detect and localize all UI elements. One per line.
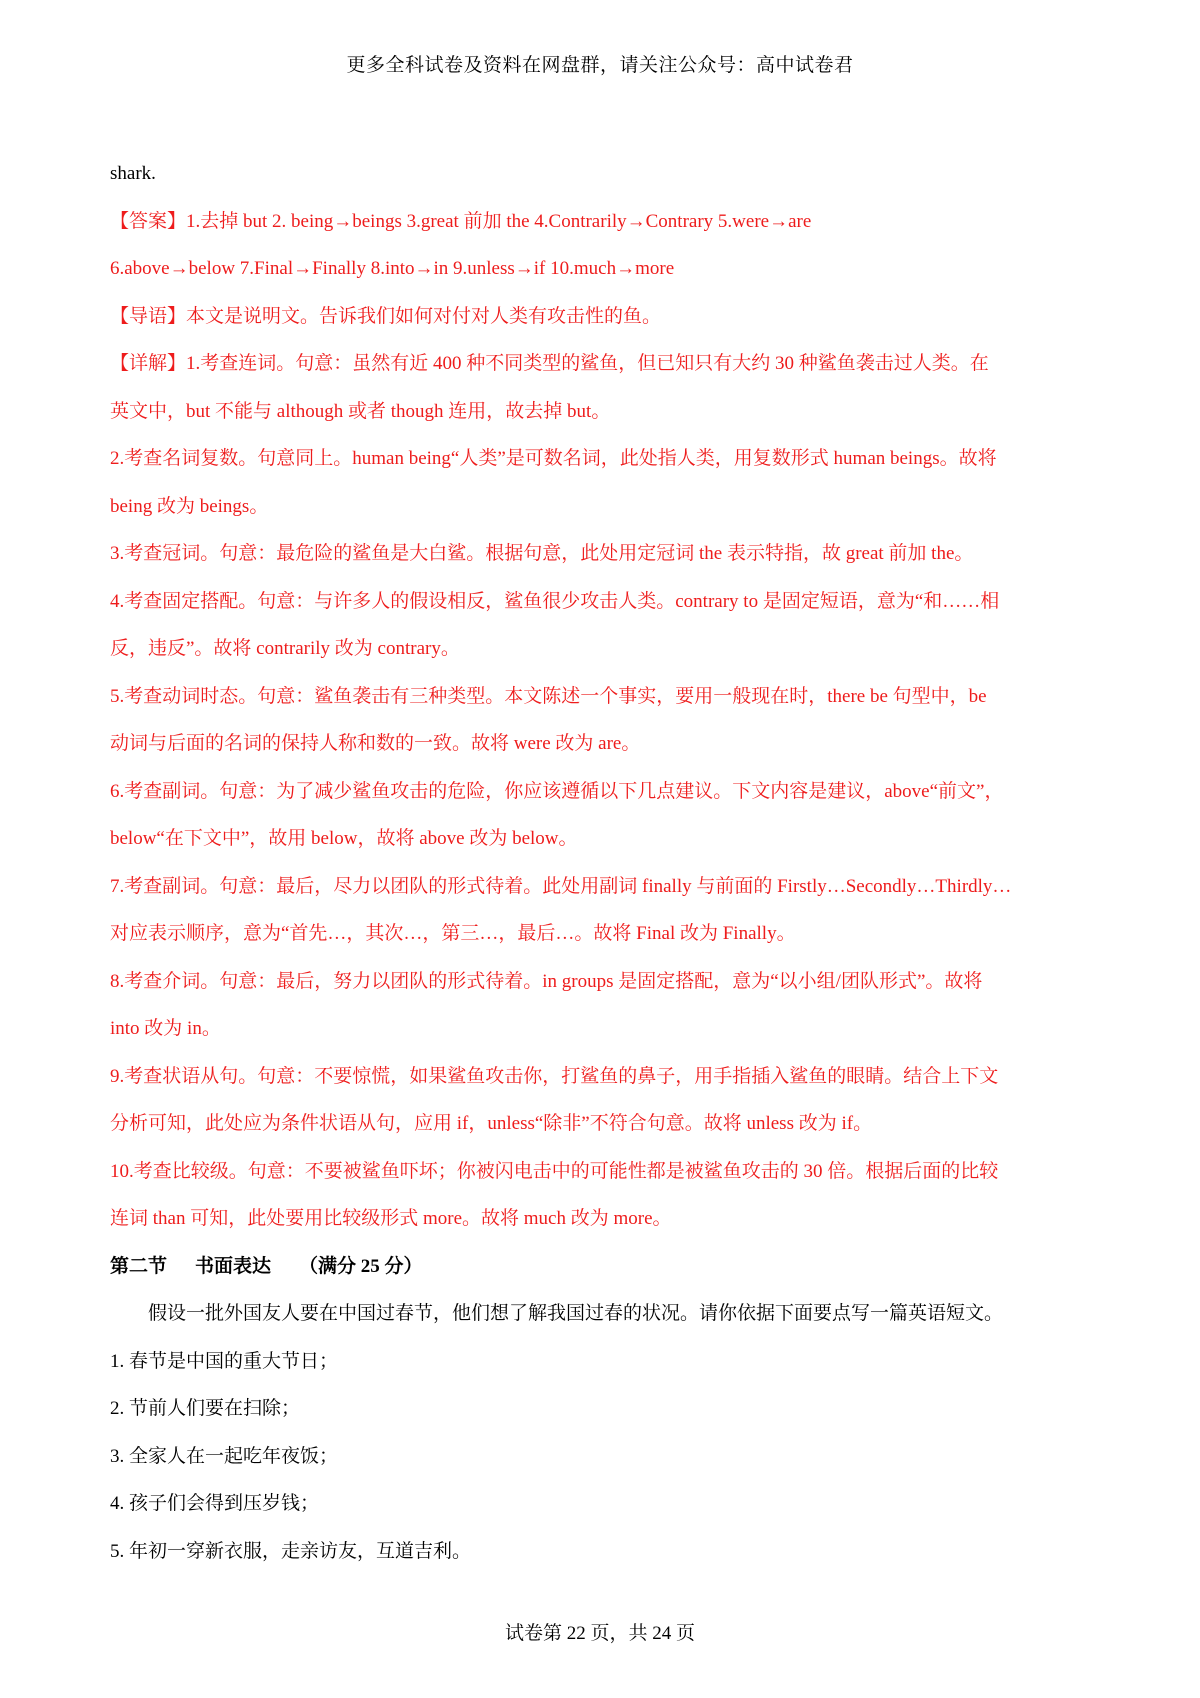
answer-line-1: 【答案】1.去掉 but 2. being→beings 3.great 前加 the 4.Contrarily→Contrary 5.were→are [110,210,812,232]
section-score: （满分 25 分） [299,1255,423,1277]
explanation-line: 英文中，but 不能与 although 或者 though 连用，故去掉 but。 [110,400,611,422]
writing-point: 5. 年初一穿新衣服，走亲访友，互道吉利。 [110,1540,472,1562]
section-name: 书面表达 [195,1255,272,1277]
page-footer: 试卷第 22 页，共 24 页 [504,1623,695,1644]
explanation-line: 7.考查副词。句意：最后，尽力以团队的形式待着。此处用副词 finally 与前面的 Firstly…Secondly…Thirdly… [110,875,1012,897]
section-number: 第二节 [110,1255,168,1277]
explanation-line: 3.考查冠词。句意：最危险的鲨鱼是大白鲨。根据句意，此处用定冠词 the 表示特指，故 great 前加 the。 [110,543,974,564]
document-body [110,150,1100,1575]
explanation-line: 2.考查名词复数。句意同上。human being“人类”是可数名词，此处指人类，用复数形式 human beings。故将 [110,448,997,469]
page-header: 更多全科试卷及资料在网盘群，请关注公众号：高中试卷君 [346,55,854,76]
explanation-line: 5.考查动词时态。句意：鲨鱼袭击有三种类型。本文陈述一个事实，要用一般现在时，there be 句型中，be [110,685,987,707]
section-title [110,1243,1100,1291]
explanation-line: 对应表示顺序，意为“首先…，其次…，第三…，最后…。故将 Final 改为 Finally。 [110,923,796,944]
continued-text: shark. [110,163,156,184]
answer-line-2: 6.above→below 7.Final→Finally 8.into→in 9.unless→if 10.much→more [110,258,675,279]
writing-point: 4. 孩子们会得到压岁钱； [110,1493,320,1514]
writing-point: 1. 春节是中国的重大节日； [110,1350,339,1372]
explanation-line: 9.考查状语从句。句意：不要惊慌，如果鲨鱼攻击你，打鲨鱼的鼻子，用手指插入鲨鱼的眼睛。结合上下文 [110,1065,999,1087]
explanation-line: 10.考查比较级。句意：不要被鲨鱼吓坏；你被闪电击中的可能性都是被鲨鱼攻击的 30 倍。根据后面的比较 [110,1160,999,1182]
explanation-line: 动词与后面的名词的保持人称和数的一致。故将 were 改为 are。 [110,733,641,754]
explanation-line: 连词 than 可知，此处要用比较级形式 more。故将 much 改为 more。 [110,1208,672,1229]
writing-point: 3. 全家人在一起吃年夜饭； [110,1445,339,1467]
explanation-line: 8.考查介词。句意：最后，努力以团队的形式待着。in groups 是固定搭配，意为“以小组/团队形式”。故将 [110,970,983,992]
writing-prompt: 假设一批外国友人要在中国过春节，他们想了解我国过春的状况。请你依据下面要点写一篇英语短文。 [148,1303,1004,1324]
explanation-line: 4.考查固定搭配。句意：与许多人的假设相反，鲨鱼很少攻击人类。contrary to 是固定短语，意为“和……相 [110,590,1000,612]
writing-points [110,1338,1100,1576]
explanation-line: 反，违反”。故将 contrarily 改为 contrary。 [110,638,460,659]
explanation-block [110,340,1100,1243]
intro-line: 【导语】本文是说明文。告诉我们如何对付对人类有攻击性的鱼。 [110,305,662,327]
explanation-line: below“在下文中”，故用 below，故将 above 改为 below。 [110,828,578,849]
explanation-line: 【详解】1.考查连词。句意：虽然有近 400 种不同类型的鲨鱼，但已知只有大约 30 种鲨鱼袭击过人类。在 [110,353,989,374]
explanation-line: 6.考查副词。句意：为了减少鲨鱼攻击的危险，你应该遵循以下几点建议。下文内容是建议，above“前文”， [110,780,1004,802]
explanation-line: into 改为 in。 [110,1018,221,1039]
explanation-line: 分析可知，此处应为条件状语从句，应用 if，unless“除非”不符合句意。故将 unless 改为 if。 [110,1113,873,1134]
writing-point: 2. 节前人们要在扫除； [110,1398,301,1419]
explanation-line: being 改为 beings。 [110,495,269,517]
